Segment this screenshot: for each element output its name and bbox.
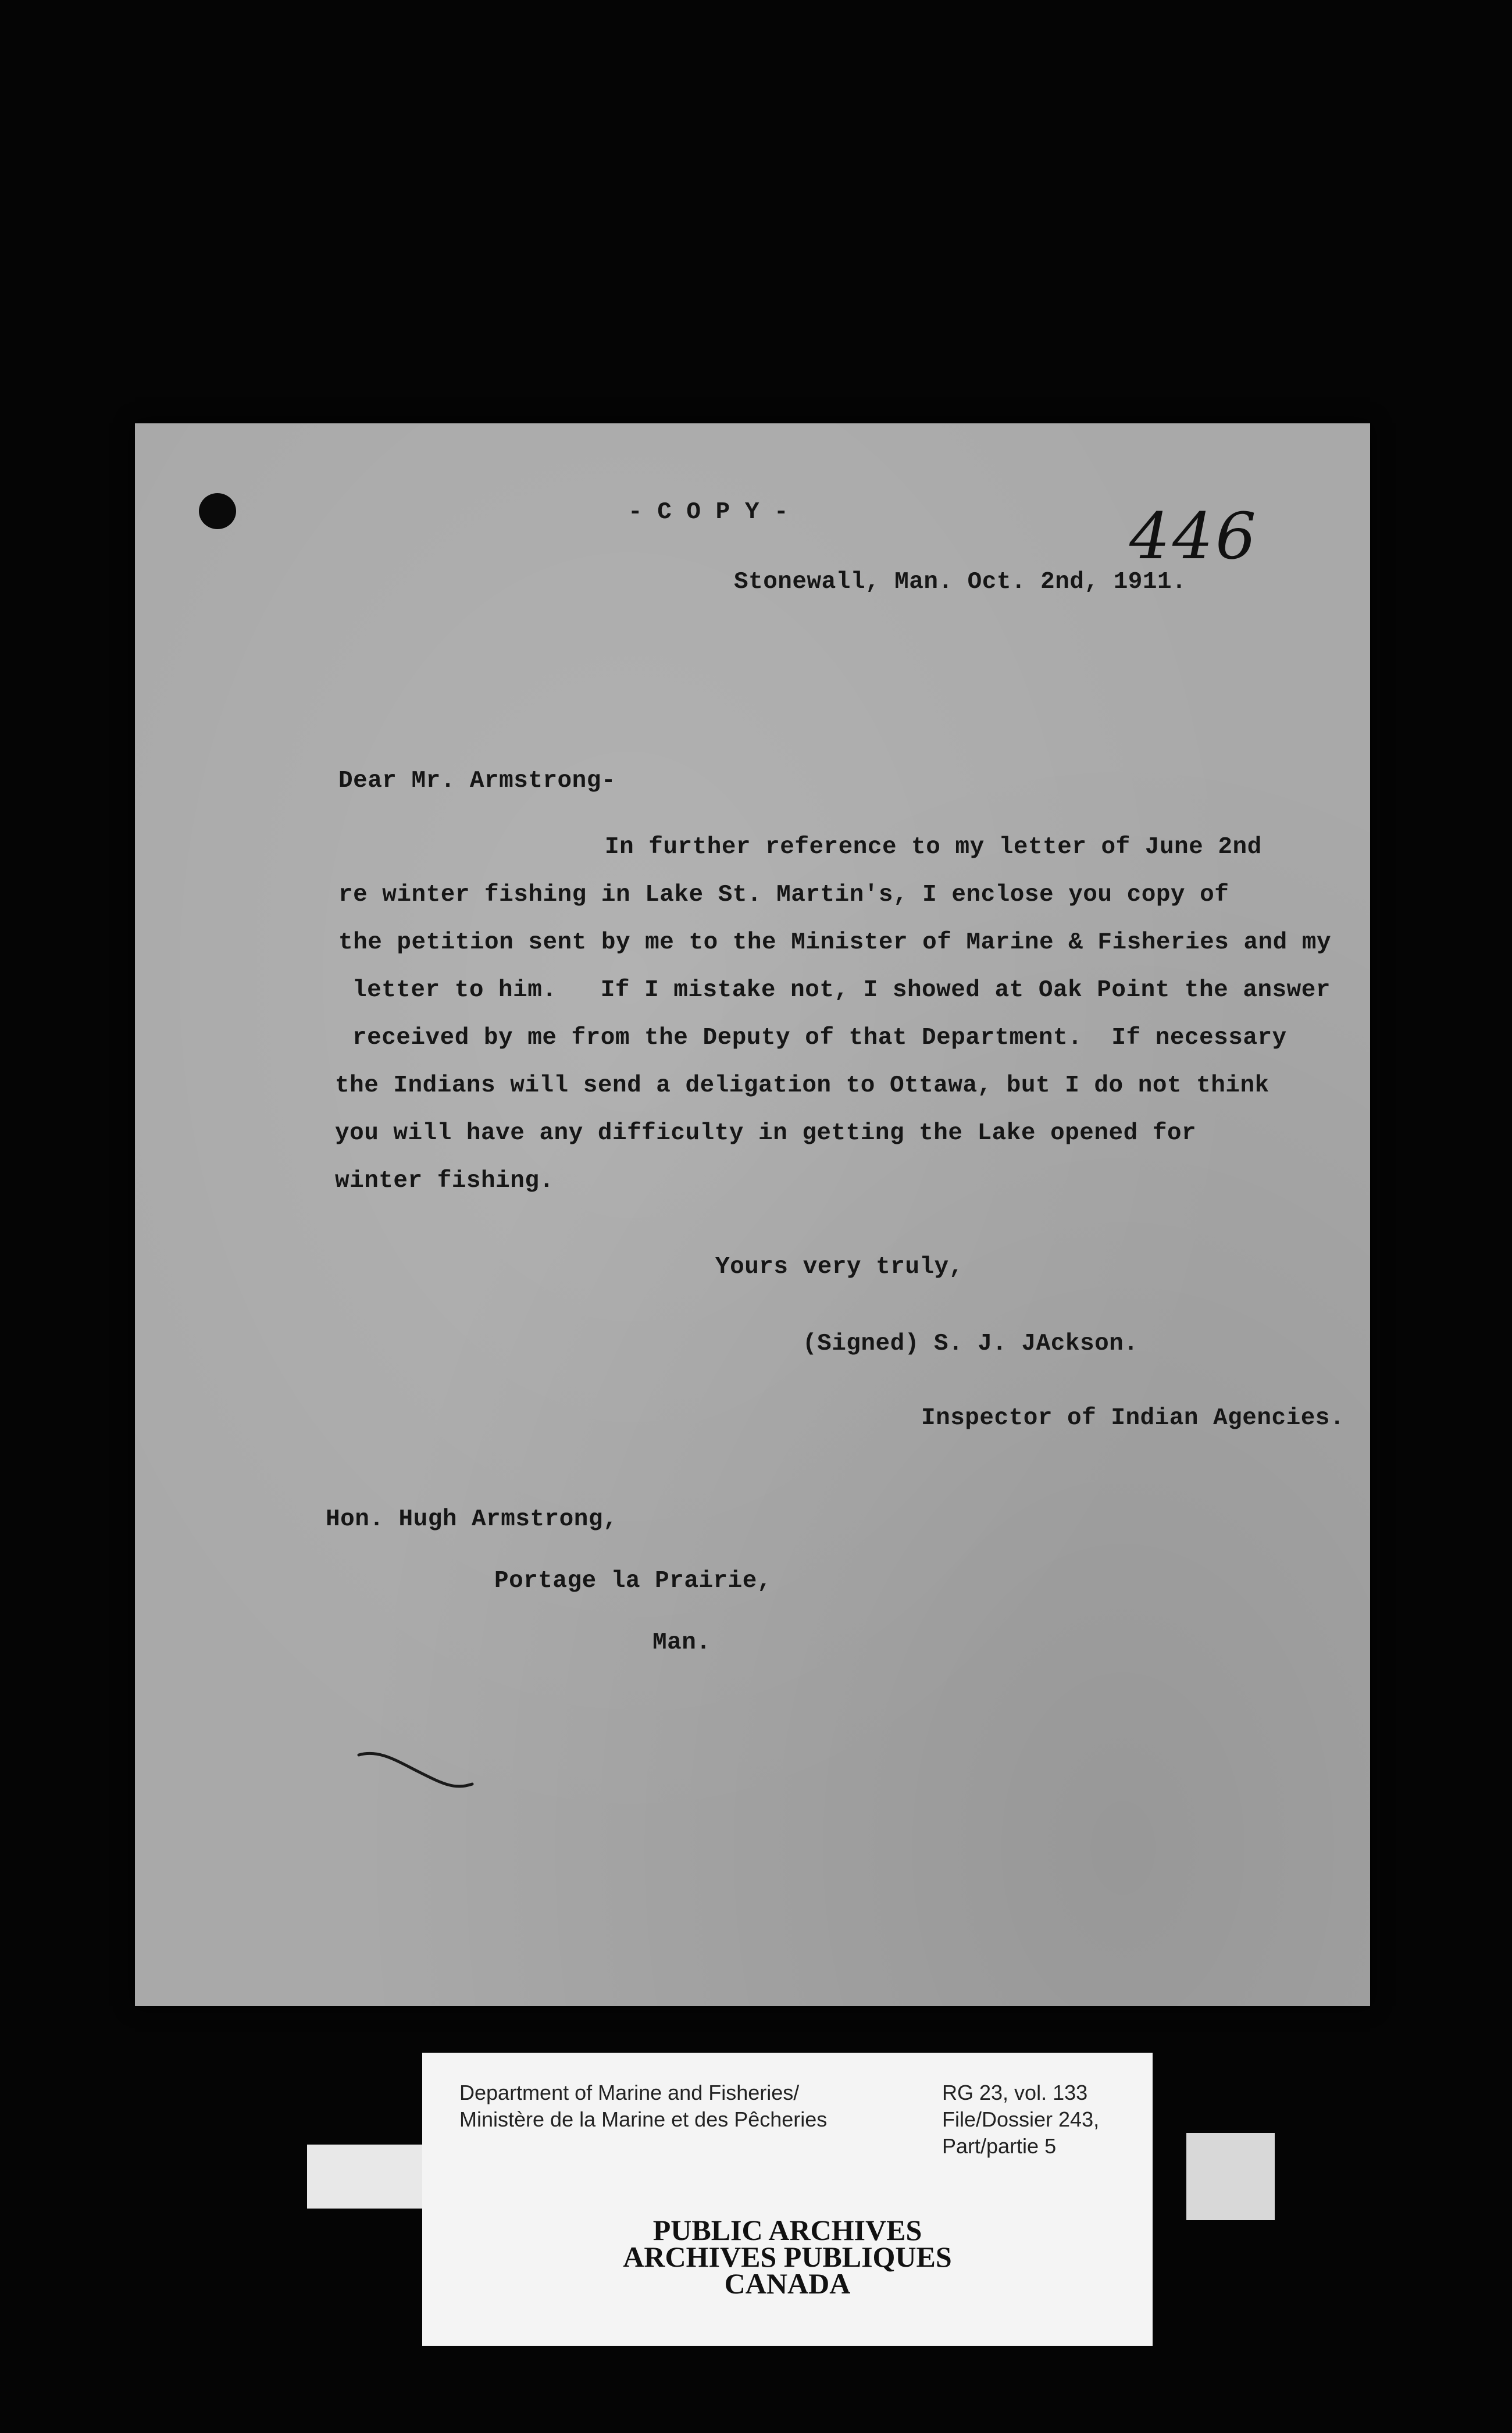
- addressee-city: Portage la Prairie,: [494, 1568, 772, 1594]
- signer-title: Inspector of Indian Agencies.: [921, 1405, 1345, 1432]
- body-line-7: you will have any difficulty in getting the Lake opened for: [335, 1120, 1197, 1147]
- archives-title: [422, 2214, 1153, 2300]
- body-line-2: re winter fishing in Lake St. Martin's, I enclose you copy of: [338, 882, 1229, 908]
- closing: Yours very truly,: [715, 1254, 964, 1280]
- label-reference: [942, 2079, 1099, 2160]
- label-department: [459, 2079, 827, 2133]
- punch-hole: [199, 493, 236, 529]
- part-number: Part/partie 5: [942, 2134, 1057, 2158]
- letter-page: [135, 423, 1370, 2006]
- body-line-3: the petition sent by me to the Minister of Marine & Fisheries and my: [338, 929, 1332, 956]
- archives-en: PUBLIC ARCHIVES: [652, 2214, 922, 2246]
- archives-fr: ARCHIVES PUBLIQUES: [623, 2241, 952, 2273]
- addressee-province: Man.: [652, 1629, 711, 1656]
- archive-label: [422, 2053, 1153, 2346]
- body-line-6: the Indians will send a deligation to Ottawa, but I do not think: [335, 1072, 1269, 1099]
- department-fr: Ministère de la Marine et des Pêcheries: [459, 2107, 828, 2131]
- label-tab-right: [1186, 2133, 1275, 2220]
- file-number: File/Dossier 243,: [942, 2107, 1100, 2131]
- record-group: RG 23, vol. 133: [942, 2081, 1088, 2104]
- salutation: Dear Mr. Armstrong-: [338, 768, 616, 794]
- body-line-5: received by me from the Deputy of that Department. If necessary: [352, 1025, 1287, 1051]
- addressee-name: Hon. Hugh Armstrong,: [326, 1506, 618, 1533]
- pencil-mark: [356, 1743, 484, 1796]
- body-line-1: In further reference to my letter of June 2nd: [605, 834, 1262, 861]
- department-en: Department of Marine and Fisheries/: [459, 2081, 800, 2104]
- place-date: Stonewall, Man. Oct. 2nd, 1911.: [734, 569, 1187, 595]
- copy-header: - C O P Y -: [628, 499, 789, 526]
- body-line-4: letter to him. If I mistake not, I showed at Oak Point the answer: [352, 977, 1331, 1004]
- label-tab-left: [307, 2145, 432, 2209]
- body-line-8: winter fishing.: [335, 1168, 554, 1194]
- signature: (Signed) S. J. JAckson.: [803, 1330, 1139, 1357]
- page-number: 446: [1129, 499, 1258, 573]
- archives-country: CANADA: [724, 2267, 851, 2300]
